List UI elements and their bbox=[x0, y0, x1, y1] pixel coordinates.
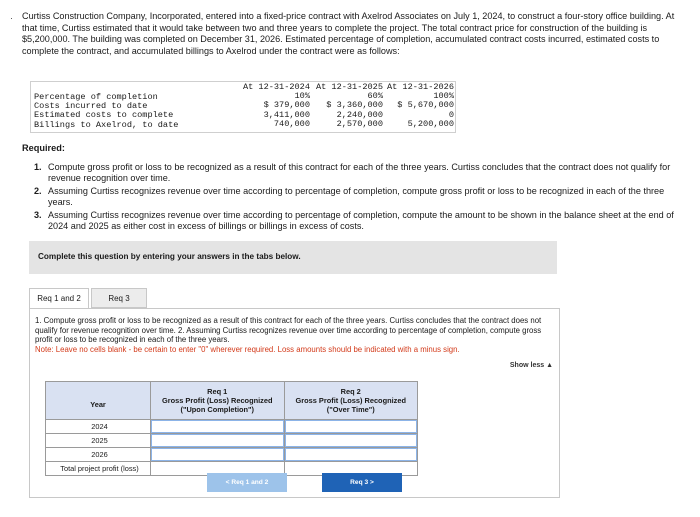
required-item bbox=[34, 186, 674, 208]
table-row bbox=[46, 420, 418, 434]
column-2026: At 12-31-2026 100% $ 5,670,000 0 5,200,000 bbox=[386, 82, 454, 129]
instruction-text: Complete this question by entering your answers in the tabs below. bbox=[38, 252, 301, 261]
required-item bbox=[34, 162, 674, 184]
required-list bbox=[34, 162, 674, 234]
show-less-toggle[interactable]: Show less ▲ bbox=[509, 362, 553, 369]
row-label: 2025 bbox=[46, 434, 151, 448]
item-text: Compute gross profit or loss to be recognized as a result of this contract for each of the three years. Curtiss concludes that the contract does not qualify for revenue recognition over time. bbox=[48, 162, 671, 183]
req2-2025-input[interactable] bbox=[285, 434, 418, 447]
req2-input-cell bbox=[284, 420, 418, 434]
tab-req-3[interactable]: Req 3 bbox=[91, 288, 147, 308]
req2-input-cell bbox=[284, 448, 418, 462]
prev-button[interactable]: < Req 1 and 2 bbox=[207, 473, 287, 492]
next-button[interactable]: Req 3 > bbox=[322, 473, 402, 492]
table-row bbox=[46, 448, 418, 462]
tab-req-1-and-2[interactable]: Req 1 and 2 bbox=[29, 288, 89, 308]
row-label: 2024 bbox=[46, 420, 151, 434]
req1-header: Req 1 Gross Profit (Loss) Recognized ("Upon Completion") bbox=[151, 382, 285, 420]
panel-note: Note: Leave no cells blank - be certain to enter "0" wherever required. Loss amounts should be indicated with a minus sign. bbox=[35, 344, 460, 354]
year-header: Year bbox=[46, 382, 151, 420]
answer-grid bbox=[45, 381, 418, 476]
problem-intro: Curtiss Construction Company, Incorporated, entered into a fixed-price contract with Axelrod Associates on July 1, 2024, to construct a four-story office building. At that time, Curtiss estimated that it would take between two and three years to complete the project. The total contract price for construction of the building is $5,200,000. The building was completed on December 31, 2026. Estimated percentage of completion, accumulated contract costs incurred, estimated costs to complete the contract, and accumulated billings to Axelrod under the contract were as follows: bbox=[22, 11, 675, 56]
required-item bbox=[34, 210, 674, 232]
contract-data-table bbox=[30, 81, 456, 133]
required-heading: Required: bbox=[22, 143, 65, 153]
req1-input-cell bbox=[151, 448, 285, 462]
row-labels: Percentage of completion Costs incurred to date Estimated costs to complete Billings to Axelrod, to date bbox=[34, 92, 179, 130]
req1-input-cell bbox=[151, 434, 285, 448]
req2-2024-input[interactable] bbox=[285, 420, 418, 433]
item-text: Assuming Curtiss recognizes revenue over time according to percentage of completion, compute the amount to be shown in the balance sheet at the end of 2024 and 2025 as either cost in excess of billings or billings in excess of costs. bbox=[48, 210, 674, 231]
req2-input-cell bbox=[284, 434, 418, 448]
row-label: 2026 bbox=[46, 448, 151, 462]
item-number: 3. bbox=[34, 210, 42, 220]
req2-2026-input[interactable] bbox=[285, 448, 418, 461]
req1-input-cell bbox=[151, 420, 285, 434]
req2-header: Req 2 Gross Profit (Loss) Recognized ("Over Time") bbox=[284, 382, 418, 420]
bullet: · bbox=[10, 13, 13, 23]
row-label: Total project profit (loss) bbox=[46, 462, 151, 476]
panel-question-text: 1. Compute gross profit or loss to be recognized as a result of this contract for each of the three years. Curtiss concludes that the contract does not qualify for revenue recognition over time. 2. Assuming Curtiss recognizes revenue over time according to percentage of completion, compute gross profit or loss to be recognized in each of the three years. bbox=[35, 316, 542, 345]
item-number: 1. bbox=[34, 162, 42, 172]
req1-2025-input[interactable] bbox=[151, 434, 284, 447]
item-number: 2. bbox=[34, 186, 42, 196]
column-2025: At 12-31-2025 60% $ 3,360,000 2,240,000 2,570,000 bbox=[315, 82, 383, 129]
table-row bbox=[46, 434, 418, 448]
column-2024: At 12-31-2024 10% $ 379,000 3,411,000 740,000 bbox=[242, 82, 310, 129]
answer-panel bbox=[29, 308, 560, 498]
instruction-banner bbox=[29, 241, 557, 274]
req1-2026-input[interactable] bbox=[151, 448, 284, 461]
item-text: Assuming Curtiss recognizes revenue over time according to percentage of completion, compute gross profit or loss to be recognized in each of the three years. bbox=[48, 186, 665, 207]
panel-instructions bbox=[35, 316, 555, 354]
req1-2024-input[interactable] bbox=[151, 420, 284, 433]
